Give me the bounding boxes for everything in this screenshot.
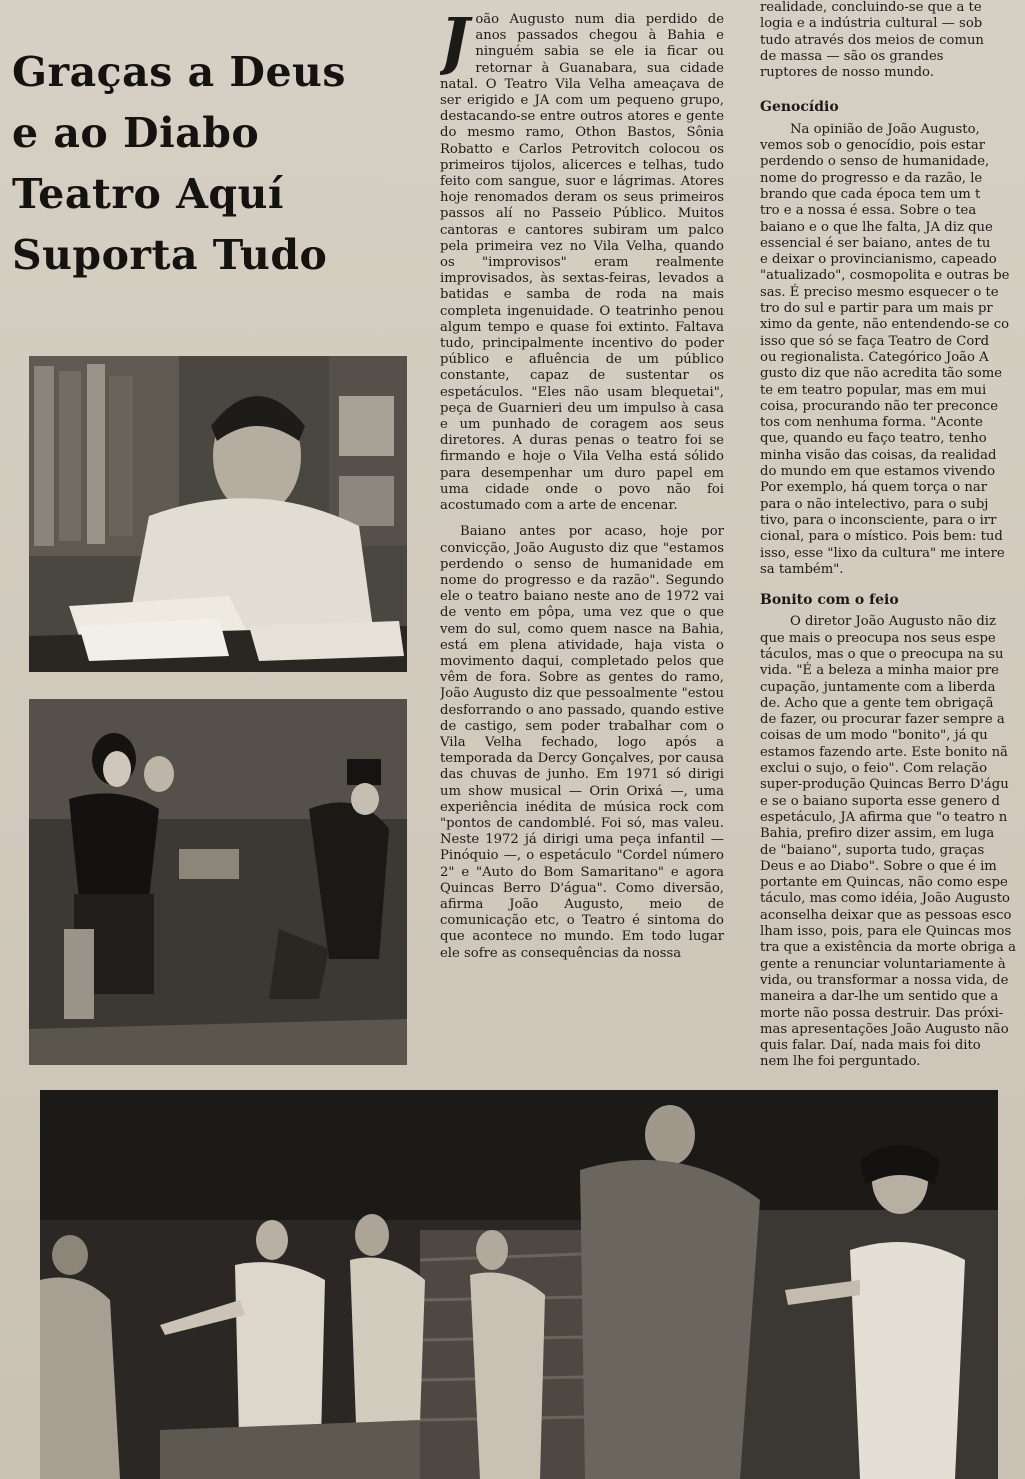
text-line: minha visão das coisas, da realidad	[760, 447, 997, 463]
text-line: que mais o preocupa nos seus espe	[760, 630, 996, 646]
text-line: Na opinião de João Augusto,	[790, 121, 980, 137]
text-line: nem lhe foi perguntado.	[760, 1054, 921, 1070]
text-line: perdendo o senso de humanidade,	[760, 154, 990, 170]
text-line: ximo da gente, não entendendo-se co	[760, 317, 1010, 333]
section-bonito-text	[760, 614, 1025, 1070]
text-line: cupação, juntamente com a liberda	[760, 679, 996, 695]
text-line: sas. É preciso mesmo esquecer o te	[760, 284, 999, 300]
text-line: de "baiano", suporta tudo, graças	[760, 842, 985, 858]
text-line: sa também".	[760, 561, 844, 577]
article-column-right	[760, 0, 1025, 1080]
article-paragraph-second: Baiano antes por acaso, hoje por convicção, João Augusto diz que "estamos perdendo o senso de humanidade em nome do progresso e da razão". Segundo ele o teatro baiano neste ano de 1972 vai de vento em pôpa, uma vez que o que vem do sul, como quem nasce na Bahia, está em plena atividade, haja vista o movimento daqui, completado pelos que vêm de fora. Sobre as gentes do ramo, João Augusto diz que pessoalmente "estou desforrando o ano passado, quando estive de castigo, sem poder trabalhar com o Vila Velha fechado, logo após a temporada da Dercy Gonçalves, por causa das chuvas de junho. Em 1971 só dirigi um show musical — Orin Orixá —, uma experiência inédita de música rock com "pontos de candomblé. Foi só, mas valeu. Neste 1972 já dirigi uma peça infantil — Pinóquio —, o espetáculo "Cordel número 2" e "Auto do Bom Samaritano" e agora Quincas Berro D'água". Como diversão, afirma João Augusto, meio de comunicação etc, o Teatro é sintoma do que acontece no mundo. Em todo lugar ele sofre as consequências da nossa	[440, 524, 724, 961]
text-line: tro do sul e partir para um mais pr	[760, 301, 993, 317]
article-paragraph-intro-text: oão Augusto num dia perdido de anos passados chegou à Bahia e ninguém sabia se ele ia ficar ou retornar à Guanabara, sua cidade natal. O Teatro Vila Velha ameaçava de ser erigido e JA com um pequeno grupo, destacando-se entre outros atores e gente do mesmo ramo, Othon Bastos, Sônia Robatto e Carlos Petrovitch colocou os primeiros tijolos, alicerces e telhas, tudo feito com sangue, suor e lágrimas. Atores hoje renomados deram os seus primeiros passos alí no Passeio Público. Muitos cantoras e cantores subiram um palco pela primeira vez no Vila Velha, quando os "improvisos" eram realmente improvisados, às sextas-feiras, levados a batidas e samba de roda na mais completa ingenuidade. O teatrinho penou algum tempo e quase foi extinto. Faltava tudo, principalmente incentivo do poder público e afluência de um público constante, capaz de sustentar os espetáculos. "Eles não usam blequetai", peça de Guarnieri deu um impulso à casa e um punhado de coragem aos seus diretores. A duras penas o teatro foi se firmando e hoje o Vila Velha está sólido para desempenhar um duro papel em uma cidade onde o povo não foi acostumado com a arte de encenar.	[440, 12, 724, 514]
column-top-continuation	[760, 0, 1025, 81]
text-line: tos com nenhuma forma. "Aconte	[760, 415, 983, 431]
drop-cap-letter: J	[440, 12, 470, 77]
text-line: Bahia, prefiro dizer assim, em luga	[760, 826, 995, 842]
text-line: tro e a nossa é essa. Sobre o tea	[760, 203, 977, 219]
text-line: espetáculo, JA afirma que "o teatro n	[760, 809, 1008, 825]
text-line: tra que a existência da morte obriga a	[760, 940, 1016, 956]
text-line: ruptores de nosso mundo.	[760, 65, 934, 81]
text-line: táculo, mas como idéia, João Augusto	[760, 891, 1010, 907]
text-line: super-produção Quincas Berro D'águ	[760, 777, 1009, 793]
text-line: "atualizado", cosmopolita e outras be	[760, 268, 1010, 284]
headline-line-4: Suporta Tudo	[12, 231, 328, 279]
text-line: portante em Quincas, não como espe	[760, 875, 1008, 891]
text-line: exclui o sujo, o feio". Com relação	[760, 761, 988, 777]
text-line: vida, ou transformar a nossa vida, de	[760, 972, 1009, 988]
headline-line-2: e ao Diabo	[12, 109, 260, 157]
text-line: coisa, procurando não ter preconce	[760, 398, 998, 414]
text-line: e deixar o provincianismo, capeado	[760, 252, 997, 268]
article-paragraph-intro	[440, 12, 724, 514]
text-line: e se o baiano suporta esse genero d	[760, 793, 1000, 809]
text-line: realidade, concluindo-se que a te	[760, 0, 982, 15]
text-line: lham isso, pois, para ele Quincas mos	[760, 924, 1012, 940]
text-line: logia e a indústria cultural — sob	[760, 16, 983, 32]
section-genocidio-text	[760, 122, 1025, 578]
text-line: táculos, mas o que o preocupa na su	[760, 646, 1004, 662]
text-line: mas apresentações João Augusto não	[760, 1021, 1009, 1037]
text-line: morte não possa destruir. Das próxi-	[760, 1005, 1004, 1021]
text-line: gente a renunciar voluntariamente à	[760, 956, 1006, 972]
text-line: isso que só se faça Teatro de Cord	[760, 333, 990, 349]
headline-line-1: Graças a Deus	[12, 48, 346, 96]
text-line: estamos fazendo arte. Este bonito nã	[760, 744, 1008, 760]
text-line: do mundo em que estamos vivendo	[760, 464, 996, 480]
text-line: Deus e ao Diabo". Sobre o que é im	[760, 858, 997, 874]
text-line: O diretor João Augusto não diz	[790, 614, 996, 630]
text-line: que, quando eu faço teatro, tenho	[760, 431, 987, 447]
article-column-middle	[440, 12, 724, 1076]
text-line: te em teatro popular, mas em mui	[760, 382, 987, 398]
text-line: tivo, para o inconsciente, para o irr	[760, 512, 997, 528]
photo-quincas-stage-scene	[40, 1090, 998, 1479]
text-line: quis falar. Daí, nada mais foi dito	[760, 1038, 981, 1054]
text-line: ou regionalista. Categórico João A	[760, 349, 989, 365]
subheading-bonito-com-o-feio: Bonito com o feio	[760, 592, 899, 609]
text-line: essencial é ser baiano, antes de tu	[760, 235, 991, 251]
text-line: tudo através dos meios de comun	[760, 32, 984, 48]
text-line: Por exemplo, há quem torça o nar	[760, 480, 988, 496]
text-line: coisas de um modo "bonito", já qu	[760, 728, 988, 744]
text-line: brando que cada época tem um t	[760, 186, 981, 202]
text-line: de massa — são os grandes	[760, 48, 944, 64]
headline-line-3: Teatro Aquí	[12, 170, 284, 218]
text-line: vida. "É a beleza a minha maior pre	[760, 663, 999, 679]
subheading-genocidio: Genocídio	[760, 99, 839, 116]
text-line: cional, para o místico. Pois bem: tud	[760, 529, 1003, 545]
text-line: isso, esse "lixo da cultura" me intere	[760, 545, 1005, 561]
headline	[12, 42, 412, 286]
text-line: nome do progresso e da razão, le	[760, 170, 983, 186]
text-line: aconselha deixar que as pessoas esco	[760, 907, 1012, 923]
text-line: de fazer, ou procurar fazer sempre a	[760, 712, 1005, 728]
photo-stage-performers	[29, 699, 407, 1065]
text-line: para o não intelectivo, para o subj	[760, 496, 989, 512]
text-line: de. Acho que a gente tem obrigaçã	[760, 695, 994, 711]
text-line: baiano e o que lhe falta, JA diz que	[760, 219, 993, 235]
text-line: vemos sob o genocídio, pois estar	[760, 138, 985, 154]
photo-director-writing	[29, 356, 407, 672]
text-line: gusto diz que não acredita tão some	[760, 366, 1003, 382]
text-line: maneira a dar-lhe um sentido que a	[760, 989, 999, 1005]
